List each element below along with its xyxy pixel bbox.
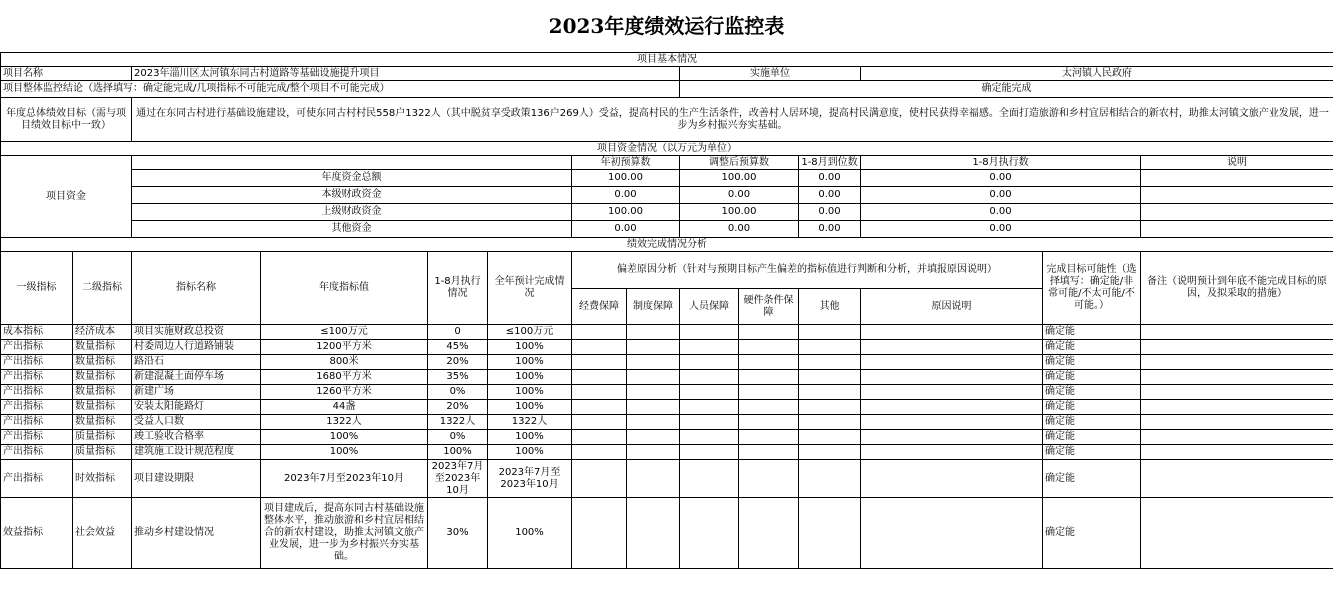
level2-cell: 数量指标	[73, 340, 132, 355]
indicator-name: 建筑施工设计规范程度	[132, 445, 261, 460]
exec-value: 1322人	[428, 415, 488, 430]
target-value: 1200平方米	[261, 340, 428, 355]
header-exec: 1-8月执行情况	[428, 252, 488, 325]
level1-cell: 产出指标	[1, 430, 73, 445]
deviation-cell	[861, 355, 1043, 370]
table-row	[1, 385, 1333, 400]
indicator-name: 项目建设期限	[132, 460, 261, 498]
deviation-cell	[799, 355, 861, 370]
deviation-cell	[627, 460, 680, 498]
forecast-value: 100%	[488, 340, 572, 355]
exec-value: 100%	[428, 445, 488, 460]
level1-cell: 产出指标	[1, 445, 73, 460]
funds-value: 100.00	[680, 204, 799, 221]
level2-cell: 数量指标	[73, 370, 132, 385]
possible-value: 确定能	[1043, 430, 1141, 445]
deviation-cell	[799, 370, 861, 385]
remark-cell	[1141, 445, 1333, 460]
table-row	[1, 238, 1333, 252]
deviation-cell	[861, 340, 1043, 355]
header-forecast: 全年预计完成情况	[488, 252, 572, 325]
table-row	[1, 187, 1333, 204]
deviation-cell	[861, 460, 1043, 498]
table-row	[1, 460, 1333, 498]
table-row	[1, 325, 1333, 340]
target-value: 800米	[261, 355, 428, 370]
forecast-value: ≤100万元	[488, 325, 572, 340]
possible-value: 确定能	[1043, 445, 1141, 460]
indicator-name: 新建广场	[132, 385, 261, 400]
header-deviation-col: 其他	[799, 289, 861, 325]
project-name-label: 项目名称	[1, 67, 132, 81]
indicator-name: 安装太阳能路灯	[132, 400, 261, 415]
target-value: 44盏	[261, 400, 428, 415]
level2-cell: 数量指标	[73, 385, 132, 400]
table-row	[1, 415, 1333, 430]
remark-cell	[1141, 430, 1333, 445]
level2-cell: 时效指标	[73, 460, 132, 498]
forecast-value: 100%	[488, 370, 572, 385]
goal-value: 通过在东同古村进行基础设施建设，可使东同古村村民558户1322人（其中脱贫享受政策136户269人）受益，提高村民的生产生活条件，改善村人居环境，提高村民满意度，使村民获得幸福感。全面打造旅游和乡村宜居相结合的新农村，助推太河镇文旅产业发展，进一步为乡村振兴夯实基础。	[132, 98, 1333, 142]
header-deviation-col: 硬件条件保障	[739, 289, 799, 325]
header-deviation-col: 制度保障	[627, 289, 680, 325]
exec-value: 35%	[428, 370, 488, 385]
header-level2: 二级指标	[73, 252, 132, 325]
target-value: 1680平方米	[261, 370, 428, 385]
target-value: 2023年7月至2023年10月	[261, 460, 428, 498]
funds-value: 0.00	[799, 170, 861, 187]
remark-cell	[1141, 460, 1333, 498]
funds-note	[1141, 204, 1333, 221]
funds-value: 100.00	[572, 170, 680, 187]
exec-value: 45%	[428, 340, 488, 355]
funds-row-label: 年度资金总额	[132, 170, 572, 187]
table-row	[1, 156, 1333, 170]
possible-value: 确定能	[1043, 498, 1141, 569]
funds-note	[1141, 187, 1333, 204]
funds-header: 年初预算数	[572, 156, 680, 170]
deviation-cell	[739, 400, 799, 415]
exec-value: 0%	[428, 430, 488, 445]
deviation-cell	[799, 415, 861, 430]
possible-value: 确定能	[1043, 460, 1141, 498]
header-deviation-col: 经费保障	[572, 289, 627, 325]
deviation-cell	[739, 445, 799, 460]
deviation-cell	[799, 385, 861, 400]
exec-value: 0%	[428, 385, 488, 400]
funds-value: 0.00	[680, 187, 799, 204]
deviation-cell	[861, 400, 1043, 415]
indicator-name: 竣工验收合格率	[132, 430, 261, 445]
deviation-cell	[572, 340, 627, 355]
deviation-cell	[627, 385, 680, 400]
table-row	[1, 370, 1333, 385]
deviation-cell	[572, 400, 627, 415]
funds-header: 1-8月到位数	[799, 156, 861, 170]
remark-cell	[1141, 340, 1333, 355]
table-row	[1, 498, 1333, 569]
level1-cell: 成本指标	[1, 325, 73, 340]
section-header-basic: 项目基本情况	[1, 53, 1333, 67]
table-row	[1, 340, 1333, 355]
deviation-cell	[861, 370, 1043, 385]
goal-label: 年度总体绩效目标（需与项目绩效目标中一致）	[1, 98, 132, 142]
deviation-cell	[861, 385, 1043, 400]
deviation-cell	[739, 385, 799, 400]
target-value: 项目建成后，提高东同古村基础设施整体水平，推动旅游和乡村宜居相结合的新农村建设，助推太河镇文旅产业发展，进一步为乡村振兴夯实基础。	[261, 498, 428, 569]
section-header-funds: 项目资金情况（以万元为单位）	[1, 142, 1333, 156]
possible-value: 确定能	[1043, 370, 1141, 385]
funds-note	[1141, 221, 1333, 238]
deviation-cell	[627, 415, 680, 430]
possible-value: 确定能	[1043, 400, 1141, 415]
deviation-cell	[680, 445, 739, 460]
table-row	[1, 98, 1333, 142]
target-value: 100%	[261, 430, 428, 445]
target-value: 1260平方米	[261, 385, 428, 400]
funds-value: 0.00	[861, 170, 1141, 187]
header-deviation: 偏差原因分析（针对与预期目标产生偏差的指标值进行判断和分析，并填报原因说明）	[572, 252, 1043, 289]
forecast-value: 100%	[488, 355, 572, 370]
deviation-cell	[739, 325, 799, 340]
table-row	[1, 445, 1333, 460]
indicator-name: 项目实施财政总投资	[132, 325, 261, 340]
funds-value: 0.00	[572, 221, 680, 238]
deviation-cell	[799, 445, 861, 460]
deviation-cell	[680, 325, 739, 340]
funds-value: 0.00	[799, 204, 861, 221]
table-row	[1, 355, 1333, 370]
deviation-cell	[799, 400, 861, 415]
table-row	[1, 221, 1333, 238]
deviation-cell	[572, 445, 627, 460]
forecast-value: 100%	[488, 430, 572, 445]
level1-cell: 产出指标	[1, 460, 73, 498]
table-row	[1, 204, 1333, 221]
level1-cell: 产出指标	[1, 355, 73, 370]
deviation-cell	[861, 415, 1043, 430]
indicator-name: 新建混凝土面停车场	[132, 370, 261, 385]
forecast-value: 1322人	[488, 415, 572, 430]
level1-cell: 效益指标	[1, 498, 73, 569]
possible-value: 确定能	[1043, 340, 1141, 355]
funds-row-label: 其他资金	[132, 221, 572, 238]
deviation-cell	[680, 340, 739, 355]
deviation-cell	[627, 325, 680, 340]
level2-cell: 数量指标	[73, 400, 132, 415]
table-row	[1, 67, 1333, 81]
target-value: ≤100万元	[261, 325, 428, 340]
deviation-cell	[861, 325, 1043, 340]
level2-cell: 社会效益	[73, 498, 132, 569]
deviation-cell	[572, 325, 627, 340]
section-header-perf: 绩效完成情况分析	[1, 238, 1333, 252]
indicator-name: 村委周边人行道路铺装	[132, 340, 261, 355]
deviation-cell	[739, 430, 799, 445]
funds-value: 0.00	[680, 221, 799, 238]
level1-cell: 产出指标	[1, 370, 73, 385]
deviation-cell	[572, 415, 627, 430]
deviation-cell	[572, 460, 627, 498]
deviation-cell	[627, 445, 680, 460]
table-row	[1, 170, 1333, 187]
deviation-cell	[627, 430, 680, 445]
funds-header: 说明	[1141, 156, 1333, 170]
deviation-cell	[799, 430, 861, 445]
funds-row-label: 上级财政资金	[132, 204, 572, 221]
level2-cell: 数量指标	[73, 415, 132, 430]
deviation-cell	[680, 355, 739, 370]
target-value: 100%	[261, 445, 428, 460]
deviation-cell	[861, 498, 1043, 569]
table-row	[1, 430, 1333, 445]
deviation-cell	[627, 498, 680, 569]
level2-cell: 数量指标	[73, 355, 132, 370]
deviation-cell	[572, 370, 627, 385]
unit-value: 太河镇人民政府	[861, 67, 1333, 81]
remark-cell	[1141, 325, 1333, 340]
deviation-cell	[739, 340, 799, 355]
deviation-cell	[572, 355, 627, 370]
exec-value: 0	[428, 325, 488, 340]
deviation-cell	[627, 400, 680, 415]
indicator-name: 路沿石	[132, 355, 261, 370]
deviation-cell	[680, 385, 739, 400]
deviation-cell	[739, 460, 799, 498]
deviation-cell	[680, 498, 739, 569]
possible-value: 确定能	[1043, 415, 1141, 430]
forecast-value: 100%	[488, 385, 572, 400]
remark-cell	[1141, 498, 1333, 569]
forecast-value: 100%	[488, 498, 572, 569]
deviation-cell	[739, 498, 799, 569]
funds-value: 0.00	[861, 204, 1141, 221]
deviation-cell	[680, 415, 739, 430]
unit-label: 实施单位	[680, 67, 861, 81]
table-row	[1, 142, 1333, 156]
indicator-name: 受益人口数	[132, 415, 261, 430]
funds-value: 0.00	[572, 187, 680, 204]
deviation-cell	[739, 415, 799, 430]
level1-cell: 产出指标	[1, 415, 73, 430]
deviation-cell	[572, 385, 627, 400]
exec-value: 30%	[428, 498, 488, 569]
possible-value: 确定能	[1043, 385, 1141, 400]
conclusion-value: 确定能完成	[680, 81, 1333, 98]
level2-cell: 质量指标	[73, 445, 132, 460]
funds-value: 0.00	[799, 187, 861, 204]
deviation-cell	[627, 370, 680, 385]
monitor-table	[0, 52, 1333, 569]
project-name-value: 2023年淄川区太河镇东同古村道路等基础设施提升项目	[132, 67, 680, 81]
level1-cell: 产出指标	[1, 400, 73, 415]
target-value: 1322人	[261, 415, 428, 430]
exec-value: 20%	[428, 355, 488, 370]
exec-value: 20%	[428, 400, 488, 415]
forecast-value: 2023年7月至2023年10月	[488, 460, 572, 498]
forecast-value: 100%	[488, 400, 572, 415]
page-title: 2023年度绩效运行监控表	[548, 14, 785, 38]
deviation-cell	[739, 370, 799, 385]
remark-cell	[1141, 400, 1333, 415]
deviation-cell	[680, 430, 739, 445]
funds-value: 100.00	[680, 170, 799, 187]
possible-value: 确定能	[1043, 325, 1141, 340]
header-possible: 完成目标可能性（选择填写：确定能/非常可能/不太可能/不可能。）	[1043, 252, 1141, 325]
header-deviation-col: 原因说明	[861, 289, 1043, 325]
deviation-cell	[861, 430, 1043, 445]
level2-cell: 质量指标	[73, 430, 132, 445]
deviation-cell	[680, 400, 739, 415]
funds-header-blank	[132, 156, 572, 170]
header-remark: 备注（说明预计到年底不能完成目标的原因，及拟采取的措施）	[1141, 252, 1333, 325]
level1-cell: 产出指标	[1, 340, 73, 355]
funds-value: 0.00	[861, 221, 1141, 238]
deviation-cell	[572, 430, 627, 445]
conclusion-label: 项目整体监控结论（选择填写：确定能完成/几项指标不可能完成/整个项目不可能完成）	[1, 81, 680, 98]
deviation-cell	[861, 445, 1043, 460]
remark-cell	[1141, 370, 1333, 385]
funds-value: 100.00	[572, 204, 680, 221]
header-target: 年度指标值	[261, 252, 428, 325]
funds-note	[1141, 170, 1333, 187]
header-level1: 一级指标	[1, 252, 73, 325]
table-row	[1, 81, 1333, 98]
header-name: 指标名称	[132, 252, 261, 325]
exec-value: 2023年7月至2023年10月	[428, 460, 488, 498]
header-deviation-col: 人员保障	[680, 289, 739, 325]
funds-header: 调整后预算数	[680, 156, 799, 170]
deviation-cell	[680, 370, 739, 385]
funds-group-label: 项目资金	[1, 156, 132, 238]
deviation-cell	[799, 325, 861, 340]
possible-value: 确定能	[1043, 355, 1141, 370]
deviation-cell	[799, 340, 861, 355]
remark-cell	[1141, 385, 1333, 400]
deviation-cell	[627, 355, 680, 370]
deviation-cell	[799, 460, 861, 498]
level1-cell: 产出指标	[1, 385, 73, 400]
funds-header: 1-8月执行数	[861, 156, 1141, 170]
deviation-cell	[680, 460, 739, 498]
funds-value: 0.00	[861, 187, 1141, 204]
deviation-cell	[627, 340, 680, 355]
remark-cell	[1141, 355, 1333, 370]
funds-row-label: 本级财政资金	[132, 187, 572, 204]
deviation-cell	[572, 498, 627, 569]
table-row	[1, 252, 1333, 289]
forecast-value: 100%	[488, 445, 572, 460]
deviation-cell	[739, 355, 799, 370]
deviation-cell	[799, 498, 861, 569]
table-row	[1, 53, 1333, 67]
table-row	[1, 400, 1333, 415]
indicator-name: 推动乡村建设情况	[132, 498, 261, 569]
level2-cell: 经济成本	[73, 325, 132, 340]
funds-value: 0.00	[799, 221, 861, 238]
remark-cell	[1141, 415, 1333, 430]
